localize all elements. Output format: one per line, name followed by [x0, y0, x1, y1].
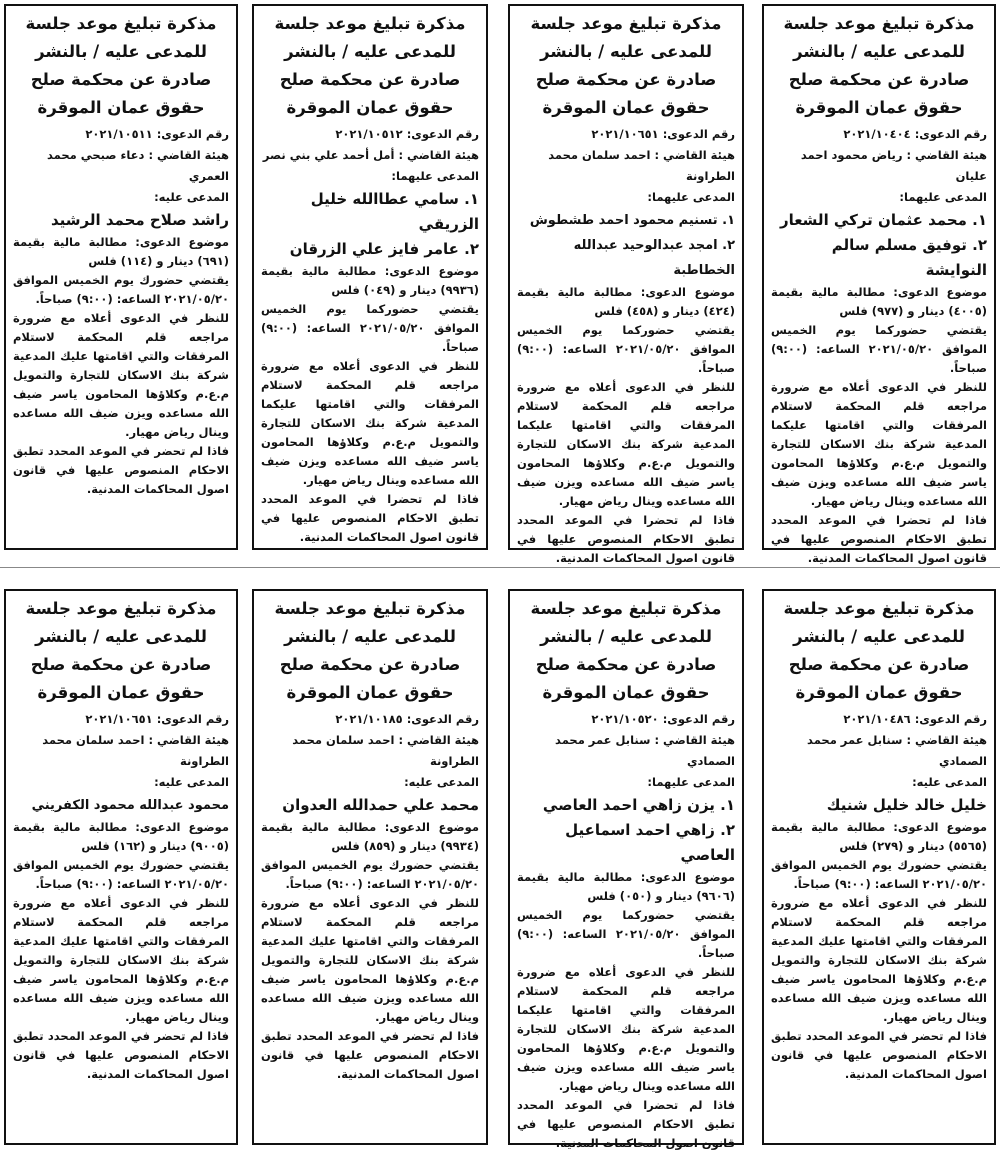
claim-subject: موضوع الدعوى: مطالبة مالية بقيمة (٤٠٠٥) دينار و (٩٧٧) فلس [771, 285, 987, 318]
case-number: رقم الدعوى: ٢٠٢١/١٠٤٠٤ [843, 127, 987, 141]
defendant-label: المدعى عليهما: [899, 190, 987, 204]
claim-subject: موضوع الدعوى: مطالبة مالية بقيمة (٤٢٤) دينار و (٤٥٨) فلس [517, 285, 735, 318]
defendant-label: المدعى عليه: [154, 775, 229, 789]
judge-name: هيئة القاضي : سنابل عمر محمد الصمادي [555, 733, 735, 768]
judge-name: هيئة القاضي : احمد سلمان محمد الطراونة [548, 148, 735, 183]
notice-title: مذكرة تبليغ موعد جلسة للمدعى عليه / بالنشر صادرة عن محكمة صلح حقوق عمان الموقرة [530, 599, 722, 702]
attendance-date: يقتضي حضورك يوم الخميس الموافق ٢٠٢١/٠٥/٢٠ الساعه: (٩:٠٠) صباحاً. [771, 858, 987, 891]
notice-card [252, 589, 488, 1145]
notice-card [762, 4, 996, 565]
defendant-name: ٢. عامر فايز علي الزرقان [289, 240, 479, 258]
notices-row-bottom [0, 585, 1000, 1150]
judge-name: هيئة القاضي : دعاء صبحي محمد العمري [46, 148, 229, 183]
defendant-label: المدعى عليه: [154, 190, 229, 204]
defendant-label: المدعى عليهما: [647, 190, 735, 204]
notice-title: مذكرة تبليغ موعد جلسة للمدعى عليه / بالنشر صادرة عن محكمة صلح حقوق عمان الموقرة [530, 14, 722, 117]
notice-title: مذكرة تبليغ موعد جلسة للمدعى عليه / بالنشر صادرة عن محكمة صلح حقوق عمان الموقرة [274, 14, 466, 117]
claim-subject: موضوع الدعوى: مطالبة مالية بقيمة (٩٩٣٦) دينار و (٠٤٩) فلس [261, 264, 479, 297]
defendant-label: المدعى عليه: [404, 775, 479, 789]
claim-details: للنظر في الدعوى أعلاه مع ضرورة مراجعه قلم المحكمة لاستلام المرفقات والتي اقامتها عليك المدعية شركة بنك الاسكان للتجارة والتمويل م.ع.م وكلاؤها المحامون ياسر ضيف الله مساعده ويزن ضيف الله مساعده وينال رياض مهيار. [13, 311, 229, 439]
legal-warning: فاذا لم تحضر في الموعد المحدد تطبق الاحكام المنصوص عليها في قانون اصول المحاكمات المدنية. [771, 1029, 987, 1081]
claim-subject: موضوع الدعوى: مطالبة مالية بقيمة (٩٠٠٥) دينار و (١٦٢) فلس [13, 820, 229, 853]
defendant-label: المدعى عليهما: [647, 775, 735, 789]
notice-card [508, 4, 744, 565]
claim-details: للنظر في الدعوى أعلاه مع ضرورة مراجعه قلم المحكمة لاستلام المرفقات والتي اقامتها عليك المدعية شركة بنك الاسكان للتجارة والتمويل م.ع.م وكلاؤها المحامون ياسر ضيف الله مساعده ويزن ضيف الله مساعده وينال رياض مهيار. [261, 896, 479, 1024]
defendant-name: ٢. توفيق مسلم سالم النوايشة [831, 236, 987, 279]
attendance-date: يقتضي حضوركما يوم الخميس الموافق ٢٠٢١/٠٥/٢٠ الساعه: (٩:٠٠) صباحاً. [261, 302, 479, 354]
claim-subject: موضوع الدعوى: مطالبة مالية بقيمة (٥٥٦٥) دينار و (٢٧٩) فلس [771, 820, 987, 853]
legal-warning: فاذا لم تحضرا في الموعد المحدد تطبق الاحكام المنصوص عليها في قانون اصول المحاكمات المدنية. [771, 513, 987, 565]
claim-details: للنظر في الدعوى أعلاه مع ضرورة مراجعه قلم المحكمة لاستلام المرفقات والتي اقامتها عليك المدعية شركة بنك الاسكان للتجارة والتمويل م.ع.م وكلاؤها المحامون ياسر ضيف الله مساعده ويزن ضيف الله مساعده وينال رياض مهيار. [13, 896, 229, 1024]
judge-name: هيئة القاضي : أمل أحمد علي بني نصر [262, 148, 479, 162]
notice-card [508, 589, 744, 1150]
notice-card [762, 589, 996, 1145]
claim-details: للنظر في الدعوى أعلاه مع ضرورة مراجعه قلم المحكمة لاستلام المرفقات والتي اقامتها عليكما المدعية شركة بنك الاسكان للتجارة والتمويل م.ع.م وكلاؤها المحامون ياسر ضيف الله مساعده ويزن ضيف الله مساعده وينال رياض مهيار. [771, 380, 987, 508]
legal-warning: فاذا لم تحضر في الموعد المحدد تطبق الاحكام المنصوص عليها في قانون اصول المحاكمات المدنية. [13, 1029, 229, 1081]
claim-subject: موضوع الدعوى: مطالبة مالية بقيمة (٩٩٣٤) دينار و (٨٥٩) فلس [261, 820, 479, 853]
notice-title: مذكرة تبليغ موعد جلسة للمدعى عليه / بالنشر صادرة عن محكمة صلح حقوق عمان الموقرة [25, 14, 217, 117]
legal-warning: فاذا لم تحضرا في الموعد المحدد تطبق الاحكام المنصوص عليها في قانون اصول المحاكمات المدنية. [517, 1098, 735, 1150]
attendance-date: يقتضي حضورك يوم الخميس الموافق ٢٠٢١/٠٥/٢٠ الساعه: (٩:٠٠) صباحاً. [13, 273, 229, 306]
claim-details: للنظر في الدعوى أعلاه مع ضرورة مراجعه قلم المحكمة لاستلام المرفقات والتي اقامتها عليكما المدعية شركة بنك الاسكان للتجارة والتمويل م.ع.م وكلاؤها المحامون ياسر ضيف الله مساعده ويزن ضيف الله مساعده وينال رياض مهيار. [517, 965, 735, 1093]
legal-warning: فاذا لم تحضر في الموعد المحدد تطبق الاحكام المنصوص عليها في قانون اصول المحاكمات المدنية. [261, 1029, 479, 1081]
notices-row-top [0, 0, 1000, 565]
defendant-name: ٢. زاهي احمد اسماعيل العاصي [565, 821, 735, 864]
defendant-name: محمد علي حمدالله العدوان [282, 796, 479, 814]
judge-name: هيئة القاضي : احمد سلمان محمد الطراونة [292, 733, 479, 768]
claim-subject: موضوع الدعوى: مطالبة مالية بقيمة (٦٩١) دينار و (١١٤) فلس [13, 235, 229, 268]
defendant-name: ١. تسنيم محمود احمد طشطوش [529, 213, 735, 228]
legal-warning: فاذا لم تحضرا في الموعد المحدد تطبق الاحكام المنصوص عليها في قانون اصول المحاكمات المدنية. [517, 513, 735, 565]
case-number: رقم الدعوى: ٢٠٢١/١٠١٨٥ [335, 712, 479, 726]
notice-card [4, 4, 238, 550]
attendance-date: يقتضي حضوركما يوم الخميس الموافق ٢٠٢١/٠٥/٢٠ الساعه: (٩:٠٠) صباحاً. [517, 323, 735, 375]
judge-name: هيئة القاضي : احمد سلمان محمد الطراونة [42, 733, 229, 768]
notice-title: مذكرة تبليغ موعد جلسة للمدعى عليه / بالنشر صادرة عن محكمة صلح حقوق عمان الموقرة [783, 14, 975, 117]
notice-title: مذكرة تبليغ موعد جلسة للمدعى عليه / بالنشر صادرة عن محكمة صلح حقوق عمان الموقرة [274, 599, 466, 702]
notice-title: مذكرة تبليغ موعد جلسة للمدعى عليه / بالنشر صادرة عن محكمة صلح حقوق عمان الموقرة [25, 599, 217, 702]
notice-card [4, 589, 238, 1145]
notice-card [252, 4, 488, 550]
claim-details: للنظر في الدعوى أعلاه مع ضرورة مراجعه قلم المحكمة لاستلام المرفقات والتي اقامتها عليكما المدعية شركة بنك الاسكان للتجارة والتمويل م.ع.م وكلاؤها المحامون ياسر ضيف الله مساعده ويزن ضيف الله مساعده وينال رياض مهيار. [517, 380, 735, 508]
claim-subject: موضوع الدعوى: مطالبة مالية بقيمة (٩٦٠٦) دينار و (٠٥٠) فلس [517, 870, 735, 903]
defendant-label: المدعى عليه: [912, 775, 987, 789]
attendance-date: يقتضي حضوركما يوم الخميس الموافق ٢٠٢١/٠٥/٢٠ الساعه: (٩:٠٠) صباحاً. [771, 323, 987, 375]
defendant-name: ١. محمد عثمان تركي الشعار [779, 211, 987, 229]
claim-details: للنظر في الدعوى أعلاه مع ضرورة مراجعه قلم المحكمة لاستلام المرفقات والتي اقامتها عليك المدعية شركة بنك الاسكان للتجارة والتمويل م.ع.م وكلاؤها المحامون ياسر ضيف الله مساعده ويزن ضيف الله مساعده وينال رياض مهيار. [771, 896, 987, 1024]
legal-warning: فاذا لم تحضر في الموعد المحدد تطبق الاحكام المنصوص عليها في قانون اصول المحاكمات المدنية. [13, 444, 229, 496]
row-divider [0, 567, 1000, 568]
defendant-name: خليل خالد خليل شنيك [826, 796, 987, 814]
claim-details: للنظر في الدعوى أعلاه مع ضرورة مراجعه قلم المحكمة لاستلام المرفقات والتي اقامتها عليكما المدعية شركة بنك الاسكان للتجارة والتمويل م.ع.م وكلاؤها المحامون ياسر ضيف الله مساعده ويزن ضيف الله مساعده وينال رياض مهيار. [261, 359, 479, 487]
judge-name: هيئة القاضي : رياض محمود احمد عليان [800, 148, 987, 183]
judge-name: هيئة القاضي : سنابل عمر محمد الصمادي [807, 733, 987, 768]
defendant-label: المدعى عليهما: [391, 169, 479, 183]
attendance-date: يقتضي حضورك يوم الخميس الموافق ٢٠٢١/٠٥/٢٠ الساعه: (٩:٠٠) صباحاً. [261, 858, 479, 891]
case-number: رقم الدعوى: ٢٠٢١/١٠٥١١ [85, 127, 229, 141]
legal-warning: فاذا لم تحضرا في الموعد المحدد تطبق الاحكام المنصوص عليها في قانون اصول المحاكمات المدنية. [261, 492, 479, 544]
defendant-name: ١. يزن زاهي احمد العاصي [542, 796, 735, 814]
case-number: رقم الدعوى: ٢٠٢١/١٠٦٥١ [591, 127, 735, 141]
case-number: رقم الدعوى: ٢٠٢١/١٠٤٨٦ [843, 712, 987, 726]
defendant-name: محمود عبدالله محمود الكفريني [31, 798, 229, 813]
attendance-date: يقتضي حضوركما يوم الخميس الموافق ٢٠٢١/٠٥/٢٠ الساعه: (٩:٠٠) صباحاً. [517, 908, 735, 960]
defendant-name: ١. سامي عطاالله خليل الزريقي [310, 190, 479, 233]
case-number: رقم الدعوى: ٢٠٢١/١٠٥١٢ [335, 127, 479, 141]
attendance-date: يقتضي حضورك يوم الخميس الموافق ٢٠٢١/٠٥/٢٠ الساعه: (٩:٠٠) صباحاً. [13, 858, 229, 891]
notice-title: مذكرة تبليغ موعد جلسة للمدعى عليه / بالنشر صادرة عن محكمة صلح حقوق عمان الموقرة [783, 599, 975, 702]
case-number: رقم الدعوى: ٢٠٢١/١٠٦٥١ [85, 712, 229, 726]
defendant-name: راشد صلاح محمد الرشيد [50, 211, 229, 229]
case-number: رقم الدعوى: ٢٠٢١/١٠٥٢٠ [591, 712, 735, 726]
defendant-name: ٢. امجد عبدالوحيد عبدالله الخطاطبة [573, 238, 735, 278]
